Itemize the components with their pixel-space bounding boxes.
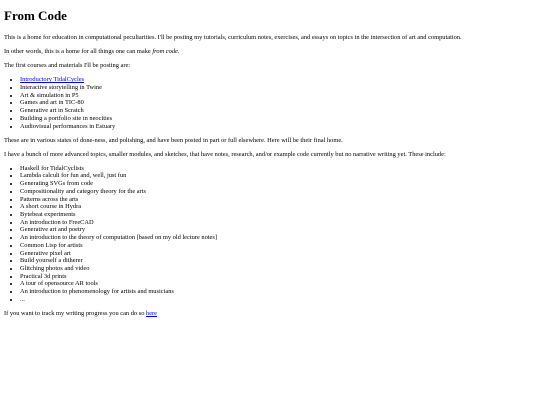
- course-item: • Audiovisual performances in Estuary: [20, 123, 540, 131]
- advanced-topic-item: • A tour of opensource AR tools: [20, 280, 540, 288]
- advanced-topic-item: • An introduction to phenomenology for artists and musicians: [20, 288, 540, 296]
- footer-paragraph: [4, 310, 540, 318]
- intro-paragraph: This is a home for education in computational peculiarities. I'll be posting my tutorials, curriculum notes, exercises, and essays on topics in the intersection of art and computation.: [4, 34, 462, 41]
- other-words-suffix: .: [177, 48, 180, 56]
- other-words-paragraph: [4, 48, 540, 56]
- advanced-topic-item: • A short course in Hydra: [20, 203, 540, 211]
- progress-link[interactable]: here: [146, 309, 157, 317]
- course-item: • Generative art in Scratch: [20, 107, 540, 115]
- advanced-topic-item: • Compositionality and category theory for the arts: [20, 188, 540, 196]
- advanced-topic-item: • Bytebeat experiments: [20, 211, 540, 219]
- advanced-topic-item: • Lambda calculi for fun and, well, just fun: [20, 172, 540, 180]
- page-title: From Code: [4, 8, 67, 23]
- advanced-topic-item: • Glitching photos and video: [20, 265, 540, 273]
- advanced-intro: I have a bunch of more advanced topics, smaller modules, and sketches, that have notes, research, and/or example code currently but no narrative writing yet. These include:: [4, 150, 446, 158]
- course-item: • Interactive storytelling in Twine: [20, 84, 540, 92]
- footer-prefix: If you want to track my writing progress you can do so: [4, 309, 146, 317]
- courses-intro: The first courses and materials I'll be posting are:: [4, 62, 131, 70]
- advanced-topic-item: • Generative pixel art: [20, 250, 540, 258]
- advanced-topic-item: • An introduction to the theory of computation [based on my old lecture notes]: [20, 234, 540, 242]
- other-words-prefix: In other words, this is a home for all things one can make: [4, 48, 153, 56]
- other-words-emphasis: from code: [152, 48, 178, 56]
- advanced-topic-item: • Haskell for TidalCyclists: [20, 165, 540, 173]
- advanced-topic-item: • Patterns across the arts: [20, 196, 540, 204]
- course-item: • Art & simulation in P5: [20, 92, 540, 100]
- advanced-topic-item: • Generative art and poetry: [20, 226, 540, 234]
- course-item: • Games and art in TIC-80: [20, 99, 540, 107]
- course-item: • Building a portfolio site in neocities: [20, 115, 540, 123]
- course-link[interactable]: Introductory TidalCycles: [20, 76, 85, 84]
- course-item: [20, 76, 540, 84]
- advanced-topic-item: • An introduction to FreeCAD: [20, 219, 540, 227]
- advanced-topic-item: • Build yourself a ditherer: [20, 257, 540, 265]
- advanced-topic-item: • ...: [20, 296, 540, 304]
- states-note: These are in various states of done-ness, and polishing, and have been posted in part or full elsewhere. Here will be their final home.: [4, 136, 343, 144]
- advanced-topic-item: • Generating SVGs from code: [20, 180, 540, 188]
- advanced-topic-item: • Practical 3d prints: [20, 273, 540, 281]
- advanced-topics-list: [4, 165, 540, 304]
- courses-list: [4, 76, 540, 130]
- advanced-topic-item: • Common Lisp for artists: [20, 242, 540, 250]
